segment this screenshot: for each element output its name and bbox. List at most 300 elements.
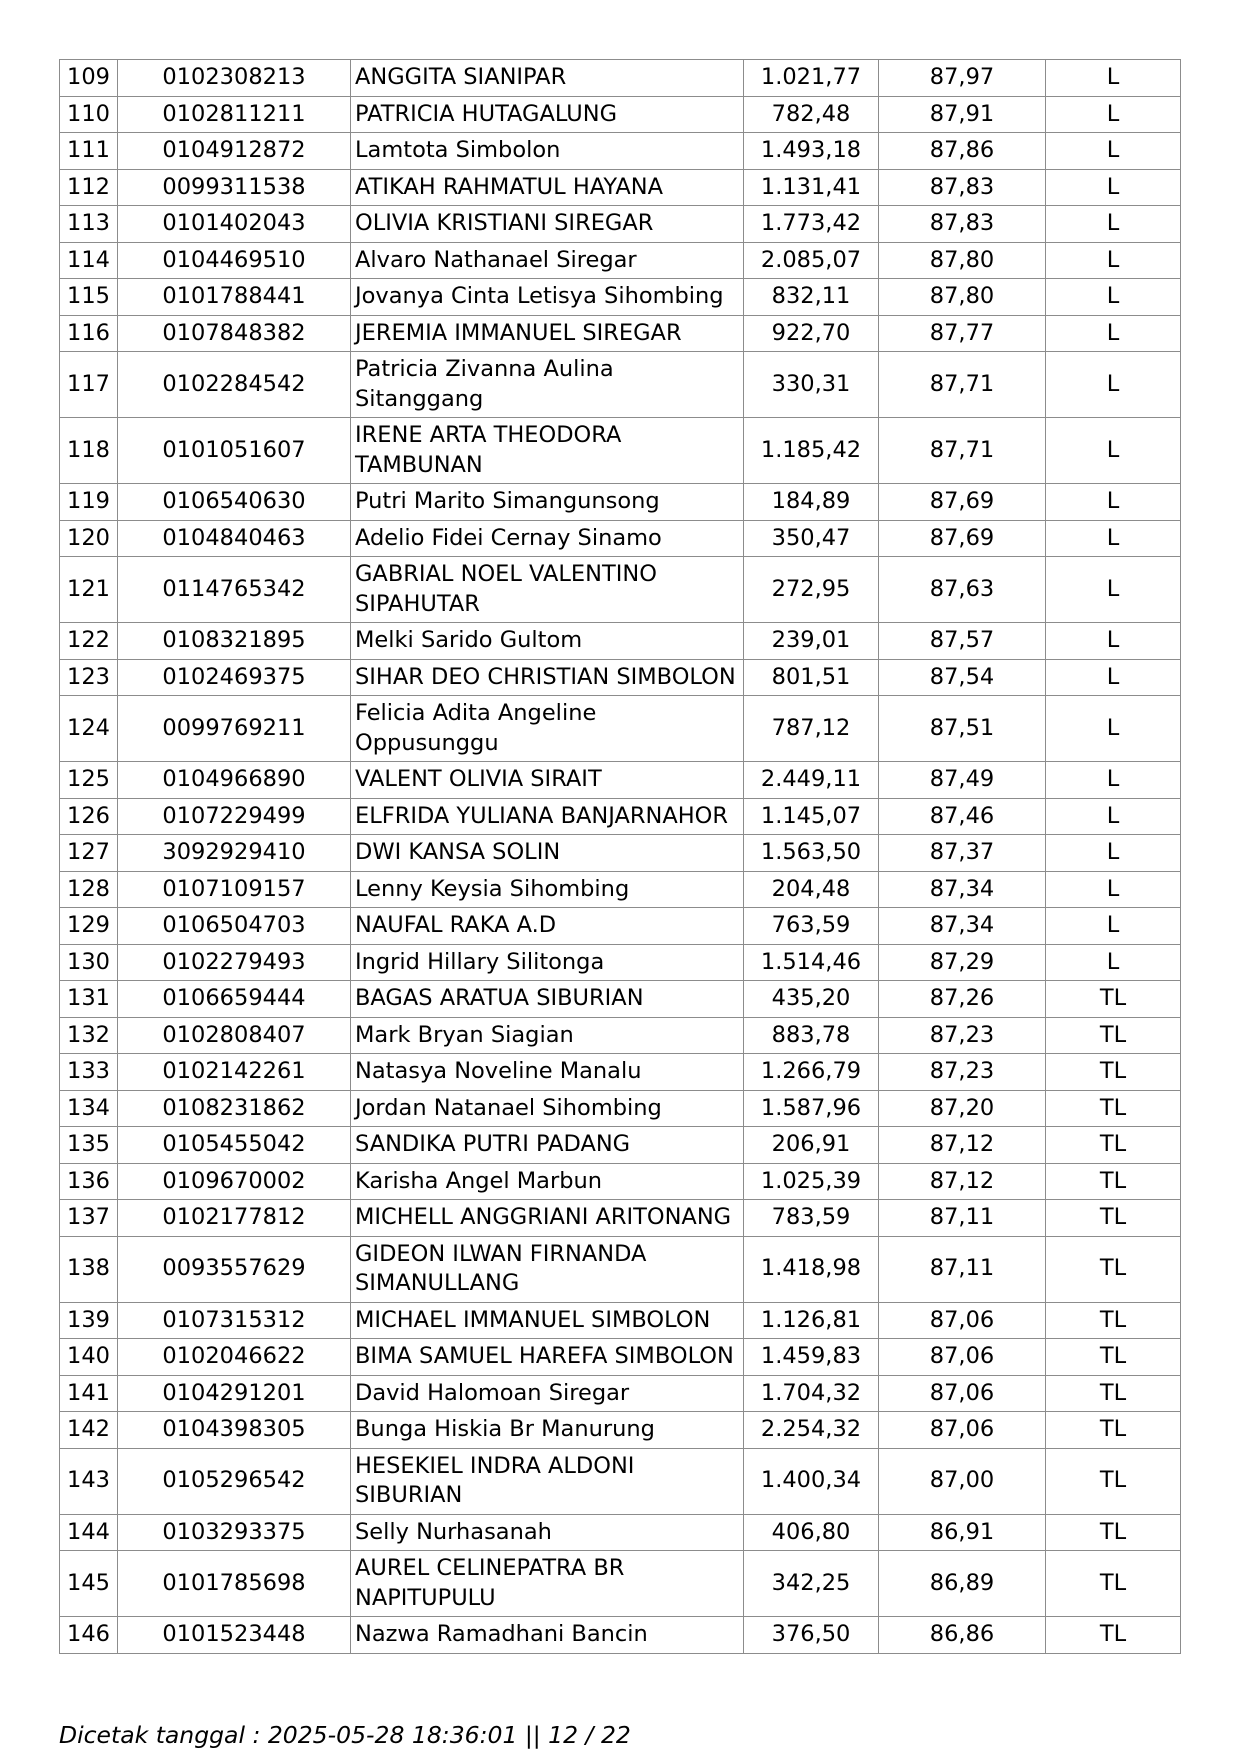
cell-value: 832,11 (744, 279, 879, 316)
cell-status: L (1046, 418, 1181, 484)
name-line: JEREMIA IMMANUEL SIREGAR (355, 319, 682, 346)
cell-value: 206,91 (744, 1127, 879, 1164)
cell-value: 1.021,77 (744, 60, 879, 97)
cell-value: 350,47 (744, 520, 879, 557)
cell-value: 1.704,32 (744, 1375, 879, 1412)
name-line: Mark Bryan Siagian (355, 1021, 574, 1048)
cell-status: TL (1046, 1375, 1181, 1412)
cell-score: 87,11 (879, 1200, 1046, 1237)
cell-score: 86,91 (879, 1514, 1046, 1551)
cell-rank-number: 141 (60, 1375, 118, 1412)
name-line: Lamtota Simbolon (355, 137, 561, 163)
cell-value: 801,51 (744, 659, 879, 696)
cell-status: TL (1046, 1090, 1181, 1127)
name-line: Adelio Fidei Cernay Sinamo (355, 524, 662, 551)
cell-status: TL (1046, 1551, 1181, 1617)
cell-student-id: 0102284542 (118, 352, 351, 418)
cell-value: 406,80 (744, 1514, 879, 1551)
cell-rank-number: 111 (60, 133, 118, 170)
cell-score: 87,29 (879, 944, 1046, 981)
cell-value: 782,48 (744, 96, 879, 133)
cell-score: 87,69 (879, 520, 1046, 557)
cell-score: 87,11 (879, 1236, 1046, 1302)
name-line: VALENT OLIVIA SIRAIT (355, 766, 602, 792)
cell-student-id: 0108231862 (118, 1090, 351, 1127)
cell-score: 87,12 (879, 1127, 1046, 1164)
cell-value: 883,78 (744, 1017, 879, 1054)
cell-student-id: 0104469510 (118, 242, 351, 279)
cell-student-id: 0105296542 (118, 1448, 351, 1514)
cell-score: 87,06 (879, 1339, 1046, 1376)
cell-name (351, 133, 744, 170)
table-row (60, 1127, 1181, 1164)
cell-rank-number: 132 (60, 1017, 118, 1054)
cell-value: 1.493,18 (744, 133, 879, 170)
cell-student-id: 3092929410 (118, 835, 351, 872)
cell-score: 87,80 (879, 242, 1046, 279)
cell-name (351, 96, 744, 133)
cell-status: L (1046, 557, 1181, 623)
cell-value: 1.587,96 (744, 1090, 879, 1127)
cell-name (351, 206, 744, 243)
table-row (60, 1551, 1181, 1617)
cell-score: 87,77 (879, 315, 1046, 352)
cell-value: 1.400,34 (744, 1448, 879, 1514)
cell-status: L (1046, 96, 1181, 133)
cell-name (351, 557, 744, 623)
cell-rank-number: 133 (60, 1054, 118, 1091)
cell-score: 87,06 (879, 1302, 1046, 1339)
table-row (60, 169, 1181, 206)
cell-status: L (1046, 315, 1181, 352)
cell-rank-number: 130 (60, 944, 118, 981)
cell-score: 87,54 (879, 659, 1046, 696)
table-row (60, 1200, 1181, 1237)
cell-name (351, 1375, 744, 1412)
cell-status: L (1046, 279, 1181, 316)
cell-rank-number: 109 (60, 60, 118, 97)
cell-status: L (1046, 944, 1181, 981)
name-line: Melki Sarido Gultom (355, 627, 583, 653)
cell-student-id: 0102046622 (118, 1339, 351, 1376)
name-line: Nazwa Ramadhani Bancin (355, 1621, 648, 1647)
name-line: BAGAS ARATUA SIBURIAN (355, 985, 644, 1011)
cell-rank-number: 137 (60, 1200, 118, 1237)
table-row (60, 798, 1181, 835)
cell-status: L (1046, 623, 1181, 660)
cell-rank-number: 110 (60, 96, 118, 133)
cell-student-id: 0093557629 (118, 1236, 351, 1302)
name-line: Lenny Keysia Sihombing (355, 875, 630, 902)
cell-rank-number: 125 (60, 762, 118, 799)
cell-student-id: 0104912872 (118, 133, 351, 170)
cell-rank-number: 121 (60, 557, 118, 623)
table-row (60, 944, 1181, 981)
cell-status: TL (1046, 1412, 1181, 1449)
name-line: ELFRIDA YULIANA BANJARNAHOR (355, 802, 728, 829)
cell-rank-number: 122 (60, 623, 118, 660)
cell-status: TL (1046, 1017, 1181, 1054)
cell-student-id: 0108321895 (118, 623, 351, 660)
cell-name (351, 798, 744, 835)
table-row (60, 835, 1181, 872)
cell-value: 1.459,83 (744, 1339, 879, 1376)
cell-student-id: 0101788441 (118, 279, 351, 316)
cell-score: 87,26 (879, 981, 1046, 1018)
cell-score: 87,80 (879, 279, 1046, 316)
table-row (60, 418, 1181, 484)
cell-student-id: 0104291201 (118, 1375, 351, 1412)
cell-value: 1.266,79 (744, 1054, 879, 1091)
cell-name (351, 1551, 744, 1617)
table-row (60, 352, 1181, 418)
cell-status: TL (1046, 1236, 1181, 1302)
cell-student-id: 0104398305 (118, 1412, 351, 1449)
cell-status: L (1046, 206, 1181, 243)
cell-name (351, 1412, 744, 1449)
table-row (60, 1617, 1181, 1654)
cell-value: 2.449,11 (744, 762, 879, 799)
cell-name (351, 1163, 744, 1200)
cell-student-id: 0109670002 (118, 1163, 351, 1200)
cell-rank-number: 127 (60, 835, 118, 872)
cell-value: 1.131,41 (744, 169, 879, 206)
cell-status: L (1046, 835, 1181, 872)
cell-rank-number: 140 (60, 1339, 118, 1376)
cell-value: 184,89 (744, 484, 879, 521)
print-footer: Dicetak tanggal : 2025-05-28 18:36:01 || 12 / 22 (59, 1721, 631, 1749)
table-row (60, 762, 1181, 799)
cell-status: L (1046, 798, 1181, 835)
cell-value: 376,50 (744, 1617, 879, 1654)
cell-score: 87,86 (879, 133, 1046, 170)
cell-score: 87,57 (879, 623, 1046, 660)
cell-rank-number: 146 (60, 1617, 118, 1654)
cell-rank-number: 131 (60, 981, 118, 1018)
cell-value: 1.126,81 (744, 1302, 879, 1339)
cell-rank-number: 126 (60, 798, 118, 835)
cell-status: L (1046, 908, 1181, 945)
name-line: Ingrid Hillary Silitonga (355, 948, 605, 975)
cell-value: 330,31 (744, 352, 879, 418)
table-row (60, 696, 1181, 762)
cell-student-id: 0102469375 (118, 659, 351, 696)
table-row (60, 659, 1181, 696)
cell-score: 87,63 (879, 557, 1046, 623)
cell-name (351, 352, 744, 418)
cell-score: 87,46 (879, 798, 1046, 835)
cell-score: 87,37 (879, 835, 1046, 872)
cell-status: TL (1046, 1617, 1181, 1654)
cell-student-id: 0105455042 (118, 1127, 351, 1164)
name-line: Putri Marito Simangunsong (355, 488, 660, 514)
name-line: OLIVIA KRISTIANI SIREGAR (355, 210, 654, 236)
cell-name (351, 1127, 744, 1164)
cell-student-id: 0106659444 (118, 981, 351, 1018)
cell-rank-number: 144 (60, 1514, 118, 1551)
cell-score: 87,23 (879, 1017, 1046, 1054)
cell-rank-number: 128 (60, 871, 118, 908)
cell-value: 272,95 (744, 557, 879, 623)
cell-score: 87,20 (879, 1090, 1046, 1127)
cell-rank-number: 117 (60, 352, 118, 418)
cell-student-id: 0099769211 (118, 696, 351, 762)
cell-value: 1.563,50 (744, 835, 879, 872)
table-row (60, 1054, 1181, 1091)
cell-score: 87,00 (879, 1448, 1046, 1514)
cell-name (351, 1017, 744, 1054)
cell-rank-number: 142 (60, 1412, 118, 1449)
cell-student-id: 0107848382 (118, 315, 351, 352)
cell-student-id: 0103293375 (118, 1514, 351, 1551)
cell-status: L (1046, 133, 1181, 170)
name-line: GIDEON ILWAN FIRNANDA (355, 1240, 647, 1267)
cell-status: TL (1046, 981, 1181, 1018)
table-row (60, 206, 1181, 243)
cell-value: 1.025,39 (744, 1163, 879, 1200)
name-line: SANDIKA PUTRI PADANG (355, 1131, 631, 1157)
table-row (60, 1017, 1181, 1054)
cell-name (351, 944, 744, 981)
cell-name (351, 1236, 744, 1302)
cell-value: 1.514,46 (744, 944, 879, 981)
cell-value: 2.085,07 (744, 242, 879, 279)
cell-student-id: 0101051607 (118, 418, 351, 484)
cell-value: 342,25 (744, 1551, 879, 1617)
cell-student-id: 0102811211 (118, 96, 351, 133)
cell-name (351, 242, 744, 279)
name-line: Jovanya Cinta Letisya Sihombing (355, 283, 724, 309)
cell-name (351, 1054, 744, 1091)
cell-status: L (1046, 696, 1181, 762)
cell-score: 87,71 (879, 418, 1046, 484)
table-row (60, 981, 1181, 1018)
cell-student-id: 0101402043 (118, 206, 351, 243)
name-line: Natasya Noveline Manalu (355, 1058, 642, 1084)
cell-student-id: 0102279493 (118, 944, 351, 981)
table-row (60, 1302, 1181, 1339)
name-line: Bunga Hiskia Br Manurung (355, 1416, 655, 1442)
cell-score: 87,23 (879, 1054, 1046, 1091)
cell-score: 86,86 (879, 1617, 1046, 1654)
cell-name (351, 484, 744, 521)
cell-name (351, 1617, 744, 1654)
cell-score: 87,69 (879, 484, 1046, 521)
cell-name (351, 908, 744, 945)
name-line: SIBURIAN (355, 1482, 463, 1508)
table-row (60, 1090, 1181, 1127)
cell-score: 87,34 (879, 908, 1046, 945)
cell-score: 87,91 (879, 96, 1046, 133)
cell-score: 87,51 (879, 696, 1046, 762)
name-line: Jordan Natanael Sihombing (355, 1094, 662, 1121)
cell-value: 783,59 (744, 1200, 879, 1237)
table-row (60, 520, 1181, 557)
results-table-body (60, 60, 1181, 1654)
cell-score: 87,06 (879, 1412, 1046, 1449)
cell-name (351, 835, 744, 872)
table-row (60, 1339, 1181, 1376)
cell-rank-number: 123 (60, 659, 118, 696)
cell-rank-number: 124 (60, 696, 118, 762)
name-line: ANGGITA SIANIPAR (355, 64, 567, 90)
cell-rank-number: 143 (60, 1448, 118, 1514)
cell-name (351, 871, 744, 908)
cell-score: 87,49 (879, 762, 1046, 799)
cell-status: L (1046, 871, 1181, 908)
cell-status: TL (1046, 1163, 1181, 1200)
name-line: SIMANULLANG (355, 1270, 520, 1296)
cell-student-id: 0101785698 (118, 1551, 351, 1617)
name-line: SIPAHUTAR (355, 590, 480, 617)
cell-rank-number: 138 (60, 1236, 118, 1302)
cell-value: 763,59 (744, 908, 879, 945)
table-row (60, 557, 1181, 623)
cell-status: TL (1046, 1339, 1181, 1376)
cell-status: TL (1046, 1302, 1181, 1339)
cell-status: L (1046, 60, 1181, 97)
name-line: GABRIAL NOEL VALENTINO (355, 561, 657, 587)
name-line: PATRICIA HUTAGALUNG (355, 100, 618, 127)
cell-score: 87,34 (879, 871, 1046, 908)
cell-rank-number: 115 (60, 279, 118, 316)
cell-status: TL (1046, 1127, 1181, 1164)
table-row (60, 96, 1181, 133)
name-line: Patricia Zivanna Aulina (355, 356, 614, 382)
cell-value: 1.418,98 (744, 1236, 879, 1302)
cell-student-id: 0114765342 (118, 557, 351, 623)
cell-status: L (1046, 484, 1181, 521)
table-row (60, 60, 1181, 97)
cell-name (351, 315, 744, 352)
cell-score: 87,83 (879, 169, 1046, 206)
cell-status: L (1046, 520, 1181, 557)
cell-name (351, 696, 744, 762)
cell-name (351, 418, 744, 484)
table-row (60, 623, 1181, 660)
name-line: Oppusunggu (355, 729, 499, 756)
cell-student-id: 0102808407 (118, 1017, 351, 1054)
name-line: Sitanggang (355, 385, 484, 412)
cell-value: 435,20 (744, 981, 879, 1018)
name-line: David Halomoan Siregar (355, 1379, 630, 1406)
cell-student-id: 0107229499 (118, 798, 351, 835)
cell-name (351, 1514, 744, 1551)
name-line: SIHAR DEO CHRISTIAN SIMBOLON (355, 663, 736, 690)
cell-name (351, 60, 744, 97)
table-row (60, 1514, 1181, 1551)
name-line: MICHAEL IMMANUEL SIMBOLON (355, 1306, 711, 1333)
name-line: ATIKAH RAHMATUL HAYANA (355, 173, 664, 200)
cell-rank-number: 118 (60, 418, 118, 484)
cell-rank-number: 136 (60, 1163, 118, 1200)
name-line: Alvaro Nathanael Siregar (355, 246, 637, 273)
cell-name (351, 1302, 744, 1339)
name-line: Karisha Angel Marbun (355, 1167, 603, 1194)
table-row (60, 1163, 1181, 1200)
cell-name (351, 659, 744, 696)
cell-student-id: 0107315312 (118, 1302, 351, 1339)
cell-status: TL (1046, 1514, 1181, 1551)
name-line: HESEKIEL INDRA ALDONI (355, 1452, 635, 1479)
cell-status: TL (1046, 1054, 1181, 1091)
cell-score: 87,06 (879, 1375, 1046, 1412)
cell-student-id: 0101523448 (118, 1617, 351, 1654)
table-row (60, 1448, 1181, 1514)
cell-name (351, 1090, 744, 1127)
name-line: TAMBUNAN (355, 451, 483, 478)
name-line: NAUFAL RAKA A.D (355, 912, 557, 938)
cell-student-id: 0102142261 (118, 1054, 351, 1091)
cell-value: 2.254,32 (744, 1412, 879, 1449)
name-line: MICHELL ANGGRIANI ARITONANG (355, 1204, 732, 1230)
cell-status: L (1046, 352, 1181, 418)
name-line: DWI KANSA SOLIN (355, 839, 561, 865)
cell-score: 87,12 (879, 1163, 1046, 1200)
cell-student-id: 0102308213 (118, 60, 351, 97)
cell-rank-number: 145 (60, 1551, 118, 1617)
cell-value: 1.145,07 (744, 798, 879, 835)
cell-status: TL (1046, 1448, 1181, 1514)
cell-name (351, 169, 744, 206)
table-row (60, 871, 1181, 908)
cell-name (351, 1200, 744, 1237)
cell-name (351, 762, 744, 799)
table-row (60, 1236, 1181, 1302)
cell-rank-number: 139 (60, 1302, 118, 1339)
cell-status: L (1046, 659, 1181, 696)
cell-status: L (1046, 762, 1181, 799)
name-line: IRENE ARTA THEODORA (355, 422, 622, 448)
name-line: Felicia Adita Angeline (355, 700, 597, 726)
table-row (60, 133, 1181, 170)
cell-status: L (1046, 242, 1181, 279)
cell-student-id: 0104840463 (118, 520, 351, 557)
cell-score: 87,97 (879, 60, 1046, 97)
cell-student-id: 0107109157 (118, 871, 351, 908)
cell-rank-number: 116 (60, 315, 118, 352)
cell-name (351, 279, 744, 316)
cell-value: 922,70 (744, 315, 879, 352)
cell-student-id: 0106504703 (118, 908, 351, 945)
cell-name (351, 981, 744, 1018)
cell-rank-number: 129 (60, 908, 118, 945)
cell-rank-number: 120 (60, 520, 118, 557)
cell-status: TL (1046, 1200, 1181, 1237)
cell-value: 1.185,42 (744, 418, 879, 484)
cell-student-id: 0106540630 (118, 484, 351, 521)
table-row (60, 908, 1181, 945)
cell-rank-number: 134 (60, 1090, 118, 1127)
cell-name (351, 1339, 744, 1376)
table-row (60, 315, 1181, 352)
name-line: NAPITUPULU (355, 1584, 496, 1611)
name-line: AUREL CELINEPATRA BR (355, 1555, 625, 1581)
results-table (59, 59, 1181, 1654)
cell-value: 1.773,42 (744, 206, 879, 243)
cell-rank-number: 112 (60, 169, 118, 206)
cell-rank-number: 135 (60, 1127, 118, 1164)
cell-rank-number: 114 (60, 242, 118, 279)
cell-name (351, 520, 744, 557)
cell-rank-number: 113 (60, 206, 118, 243)
cell-value: 787,12 (744, 696, 879, 762)
cell-score: 87,71 (879, 352, 1046, 418)
name-line: BIMA SAMUEL HAREFA SIMBOLON (355, 1343, 734, 1369)
cell-rank-number: 119 (60, 484, 118, 521)
cell-score: 87,83 (879, 206, 1046, 243)
cell-student-id: 0104966890 (118, 762, 351, 799)
